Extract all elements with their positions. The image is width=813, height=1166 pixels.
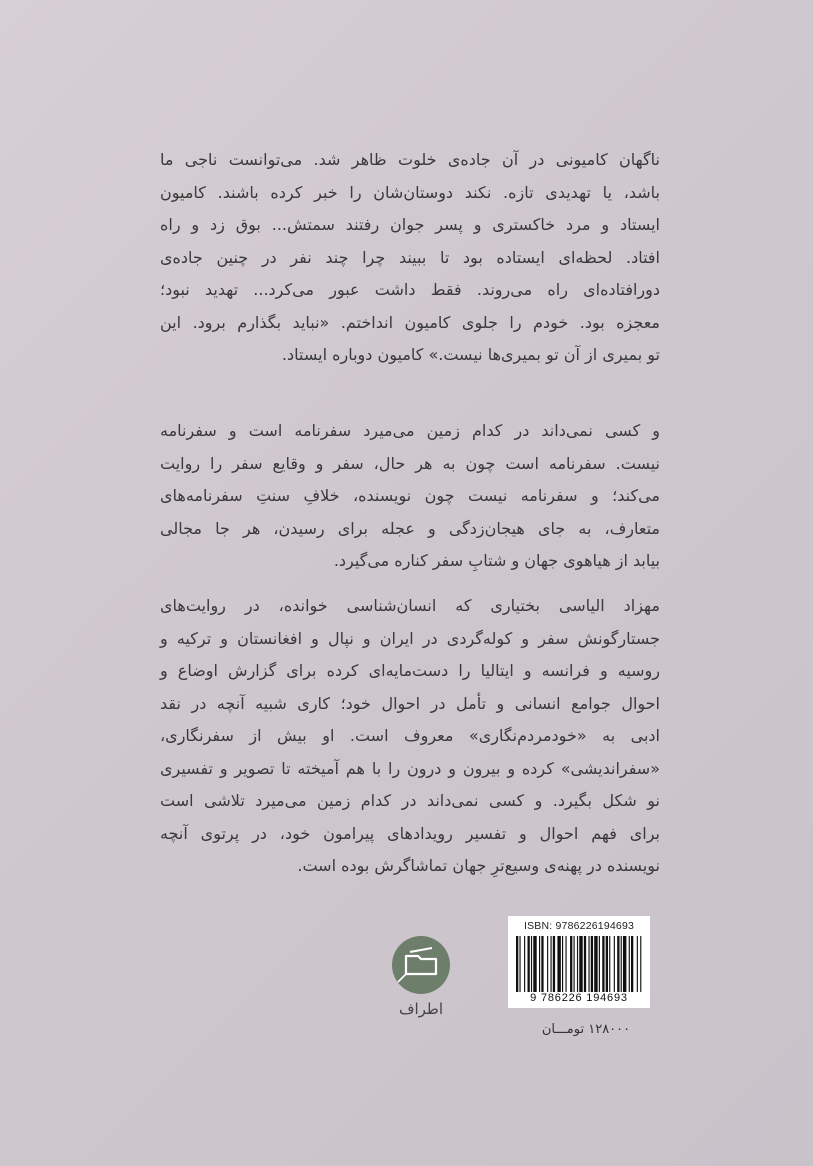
barcode-bar [621, 936, 622, 992]
barcode-bar [539, 936, 540, 992]
barcode-bar [553, 936, 555, 992]
barcode-bar [631, 936, 633, 992]
text-line: مهزاد الیاسی بختیاری که انسان‌شناسی خوانده، در روایت‌های [160, 596, 660, 615]
barcode-bar [602, 936, 604, 992]
text-line: ایستاد و مرد خاکستری و پسر جوان رفتند سمتش... بوق زد و راه [160, 215, 660, 234]
barcode-bar [524, 936, 525, 992]
publisher-name: اطراف [398, 1000, 444, 1018]
barcode-digits: 9 786226 194693 [530, 992, 628, 1004]
barcode-bars [514, 936, 644, 992]
text-line: باشد، یا تهدیدی تازه. نکند دوستان‌شان را خبر کرده باشند. کامیون [160, 182, 660, 202]
barcode-bar [629, 936, 630, 992]
barcode-bar [519, 936, 520, 992]
barcode-bar [562, 936, 563, 992]
barcode-bar [599, 936, 600, 992]
barcode-bar [584, 936, 586, 992]
barcode-bar [637, 936, 638, 992]
publisher-logo [392, 936, 450, 994]
text-line: روسیه و فرانسه و ایتالیا را دست‌مایه‌ای کرده برای گزارش اوضاع و [160, 661, 660, 680]
barcode-bar [516, 936, 518, 992]
barcode-bar [541, 936, 543, 992]
text-line: می‌کند؛ و سفرنامه نیست چون نویسنده، خلافِ سنتِ سفرنامه‌های [160, 486, 660, 505]
text-line: نویسنده در پهنه‌ی وسیع‌ترِ جهان تماشاگرش بوده است. [297, 856, 660, 875]
price: ۱۲۸۰۰۰ تومـــان [541, 1022, 631, 1037]
text-line: ادبی به «خودمردم‌نگاری» معروف است. او بیش از سفرنگاری، [160, 726, 660, 745]
text-line: ناگهان کامیونی در آن جاده‌ی خلوت ظاهر شد. می‌توانست ناجی ما [160, 150, 660, 169]
barcode-bar [588, 936, 589, 992]
barcode-bar [557, 936, 560, 992]
barcode-bar [570, 936, 572, 992]
description-paragraph [160, 415, 660, 578]
barcode-bar [623, 936, 626, 992]
text-line: معجزه بود. خودم را جلوی کامیون انداختم. «نباید بگذارم برود. این [160, 312, 660, 332]
text-line: نیست. سفرنامه است چون به هر حال، سفر و وقایع سفر را روایت [160, 453, 660, 473]
barcode-bar [531, 936, 532, 992]
barcode-bar [594, 936, 597, 992]
text-line: تو بمیری از آن تو بمیری‌ها نیست.» کامیون دوباره ایستاد. [281, 345, 660, 364]
barcode-bar [606, 936, 608, 992]
folder-icon [392, 936, 450, 994]
barcode-bar [614, 936, 615, 992]
barcode-bar [577, 936, 578, 992]
barcode-bar [640, 936, 641, 992]
text-line: و کسی نمی‌داند در کدام زمین می‌میرد سفرنامه است و سفرنامه [160, 421, 660, 440]
barcode-bar [617, 936, 619, 992]
text-line: دورافتاده‌ای راه می‌روند. فقط داشت عبور می‌کرد... تهدید نبود؛ [160, 280, 660, 299]
barcode-bar [547, 936, 548, 992]
excerpt-paragraph [160, 144, 660, 372]
barcode-bar [591, 936, 593, 992]
text-line: متعارف، به جای هیجان‌زدگی و عجله برای رسیدن، هر جا مجالی [160, 518, 660, 538]
text-line: برای فهم احوال و تفسیر رویدادهای پیرامون خود، در پرتوی آنچه [160, 823, 660, 843]
barcode-bar [533, 936, 536, 992]
text-line: جستارگونش سفر و کوله‌گردی در ایران و نپال و افغانستان و ترکیه و [160, 628, 660, 648]
barcode-bar [565, 936, 566, 992]
text-line: «سفراندیشی» کرده و بیرون و درون را با هم آمیخته تا تصویر و تفسیری [160, 758, 660, 778]
barcode-bar [574, 936, 575, 992]
isbn-label: ISBN: 9786226194693 [523, 920, 635, 932]
barcode-bar [609, 936, 610, 992]
author-paragraph [160, 590, 660, 883]
barcode [508, 916, 650, 1008]
barcode-bar [528, 936, 530, 992]
text-line: بیابد از هیاهوی جهان و شتابِ سفر کناره می‌گیرد. [333, 551, 660, 570]
barcode-bar [551, 936, 552, 992]
barcode-bar [579, 936, 582, 992]
text-line: احوال جوامع انسانی و تأمل در احوال خود؛ کاری شبیه آنچه در نقد [160, 693, 660, 713]
text-line: نو شکل بگیرد. و کسی نمی‌داند در کدام زمین می‌میرد تلاشی است [160, 791, 660, 810]
text-line: افتاد. لحظه‌ای ایستاده بود تا ببیند چرا چند نفر در چنین جاده‌ی [160, 247, 660, 267]
